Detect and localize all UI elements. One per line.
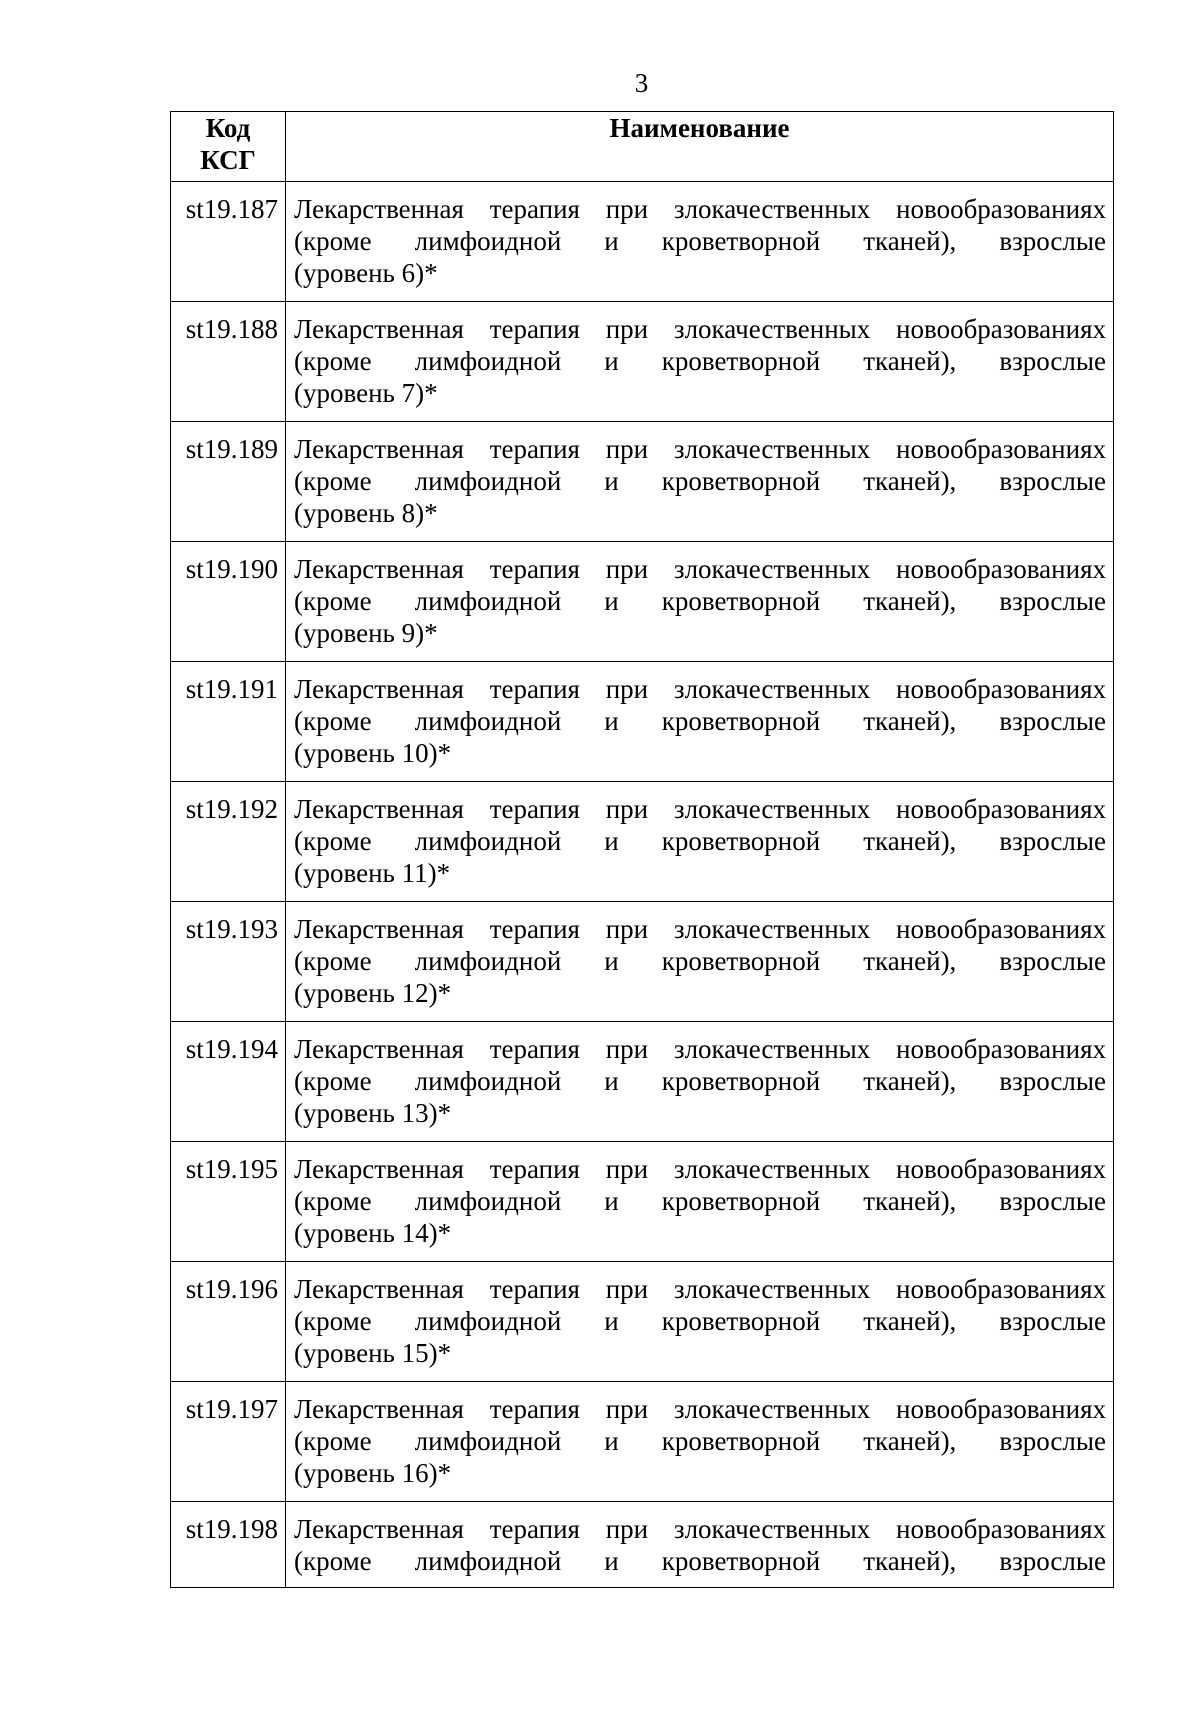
ksg-table	[170, 111, 1114, 1588]
ksg-name-line: Лекарственная терапия при злокачественных новообразованиях	[294, 554, 1106, 584]
ksg-name-line: (уровень 16)*	[294, 1458, 452, 1488]
ksg-name-line: Лекарственная терапия при злокачественных новообразованиях	[294, 434, 1106, 464]
ksg-name-line: Лекарственная терапия при злокачественных новообразованиях	[294, 1274, 1106, 1304]
table-row	[171, 662, 1114, 782]
table-row	[171, 422, 1114, 542]
ksg-name	[286, 542, 1114, 662]
table-row	[171, 1142, 1114, 1262]
ksg-code: st19.196	[171, 1262, 286, 1382]
ksg-name-line: (кроме лимфоидной и кроветворной тканей), взрослые	[294, 586, 1106, 616]
ksg-name-line: (кроме лимфоидной и кроветворной тканей), взрослые	[294, 706, 1106, 736]
ksg-name-line: (уровень 7)*	[294, 378, 438, 408]
ksg-code: st19.197	[171, 1382, 286, 1502]
ksg-name	[286, 1502, 1114, 1588]
ksg-name-line: (кроме лимфоидной и кроветворной тканей), взрослые	[294, 946, 1106, 976]
ksg-code: st19.187	[171, 182, 286, 302]
table-row	[171, 1502, 1114, 1588]
ksg-name-line: (кроме лимфоидной и кроветворной тканей), взрослые	[294, 826, 1106, 856]
ksg-name-line: Лекарственная терапия при злокачественных новообразованиях	[294, 314, 1106, 344]
table-row	[171, 182, 1114, 302]
table-row	[171, 1382, 1114, 1502]
ksg-name-line: (уровень 13)*	[294, 1098, 452, 1128]
ksg-name-line: Лекарственная терапия при злокачественных новообразованиях	[294, 674, 1106, 704]
page-number: 3	[634, 68, 649, 98]
ksg-name-line: (уровень 6)*	[294, 258, 438, 288]
ksg-name	[286, 422, 1114, 542]
ksg-name-line: (уровень 10)*	[294, 738, 452, 768]
ksg-name	[286, 1262, 1114, 1382]
ksg-name	[286, 182, 1114, 302]
ksg-name-line: Лекарственная терапия при злокачественных новообразованиях	[294, 1154, 1106, 1184]
ksg-name-line: Лекарственная терапия при злокачественных новообразованиях	[294, 914, 1106, 944]
ksg-name-line: (кроме лимфоидной и кроветворной тканей), взрослые	[294, 1546, 1106, 1576]
table-row	[171, 542, 1114, 662]
ksg-name-line: (кроме лимфоидной и кроветворной тканей), взрослые	[294, 466, 1106, 496]
ksg-name-line: (кроме лимфоидной и кроветворной тканей), взрослые	[294, 1426, 1106, 1456]
ksg-name-line: (уровень 8)*	[294, 498, 438, 528]
ksg-name-line: (уровень 12)*	[294, 978, 452, 1008]
ksg-name-line: (кроме лимфоидной и кроветворной тканей), взрослые	[294, 1306, 1106, 1336]
ksg-name-line: Лекарственная терапия при злокачественных новообразованиях	[294, 794, 1106, 824]
ksg-name	[286, 902, 1114, 1022]
ksg-name-line: Лекарственная терапия при злокачественных новообразованиях	[294, 1034, 1106, 1064]
table-row	[171, 782, 1114, 902]
ksg-code: st19.191	[171, 662, 286, 782]
ksg-name-line: (кроме лимфоидной и кроветворной тканей), взрослые	[294, 226, 1106, 256]
ksg-name	[286, 1022, 1114, 1142]
ksg-name-line: Лекарственная терапия при злокачественных новообразованиях	[294, 1514, 1106, 1544]
ksg-name	[286, 662, 1114, 782]
ksg-code: st19.194	[171, 1022, 286, 1142]
ksg-code: st19.193	[171, 902, 286, 1022]
ksg-name	[286, 782, 1114, 902]
ksg-code: st19.192	[171, 782, 286, 902]
header-code: Код КСГ	[171, 112, 286, 182]
ksg-name-line: Лекарственная терапия при злокачественных новообразованиях	[294, 194, 1106, 224]
ksg-name	[286, 302, 1114, 422]
table-row	[171, 302, 1114, 422]
table-row	[171, 1022, 1114, 1142]
table-row	[171, 1262, 1114, 1382]
header-name: Наименование	[286, 112, 1114, 182]
ksg-code: st19.195	[171, 1142, 286, 1262]
ksg-name-line: (кроме лимфоидной и кроветворной тканей), взрослые	[294, 1186, 1106, 1216]
ksg-name-line: (уровень 11)*	[294, 858, 451, 888]
ksg-name-line: (уровень 14)*	[294, 1218, 452, 1248]
ksg-name	[286, 1382, 1114, 1502]
table-header-row	[171, 112, 1114, 182]
ksg-name-line: Лекарственная терапия при злокачественных новообразованиях	[294, 1394, 1106, 1424]
ksg-name-line: (уровень 15)*	[294, 1338, 452, 1368]
table-row	[171, 902, 1114, 1022]
ksg-name-line: (уровень 9)*	[294, 618, 438, 648]
ksg-code: st19.188	[171, 302, 286, 422]
ksg-code: st19.190	[171, 542, 286, 662]
ksg-name-line: (кроме лимфоидной и кроветворной тканей), взрослые	[294, 1066, 1106, 1096]
ksg-name	[286, 1142, 1114, 1262]
ksg-code: st19.189	[171, 422, 286, 542]
ksg-name-line: (кроме лимфоидной и кроветворной тканей), взрослые	[294, 346, 1106, 376]
ksg-code: st19.198	[171, 1502, 286, 1588]
